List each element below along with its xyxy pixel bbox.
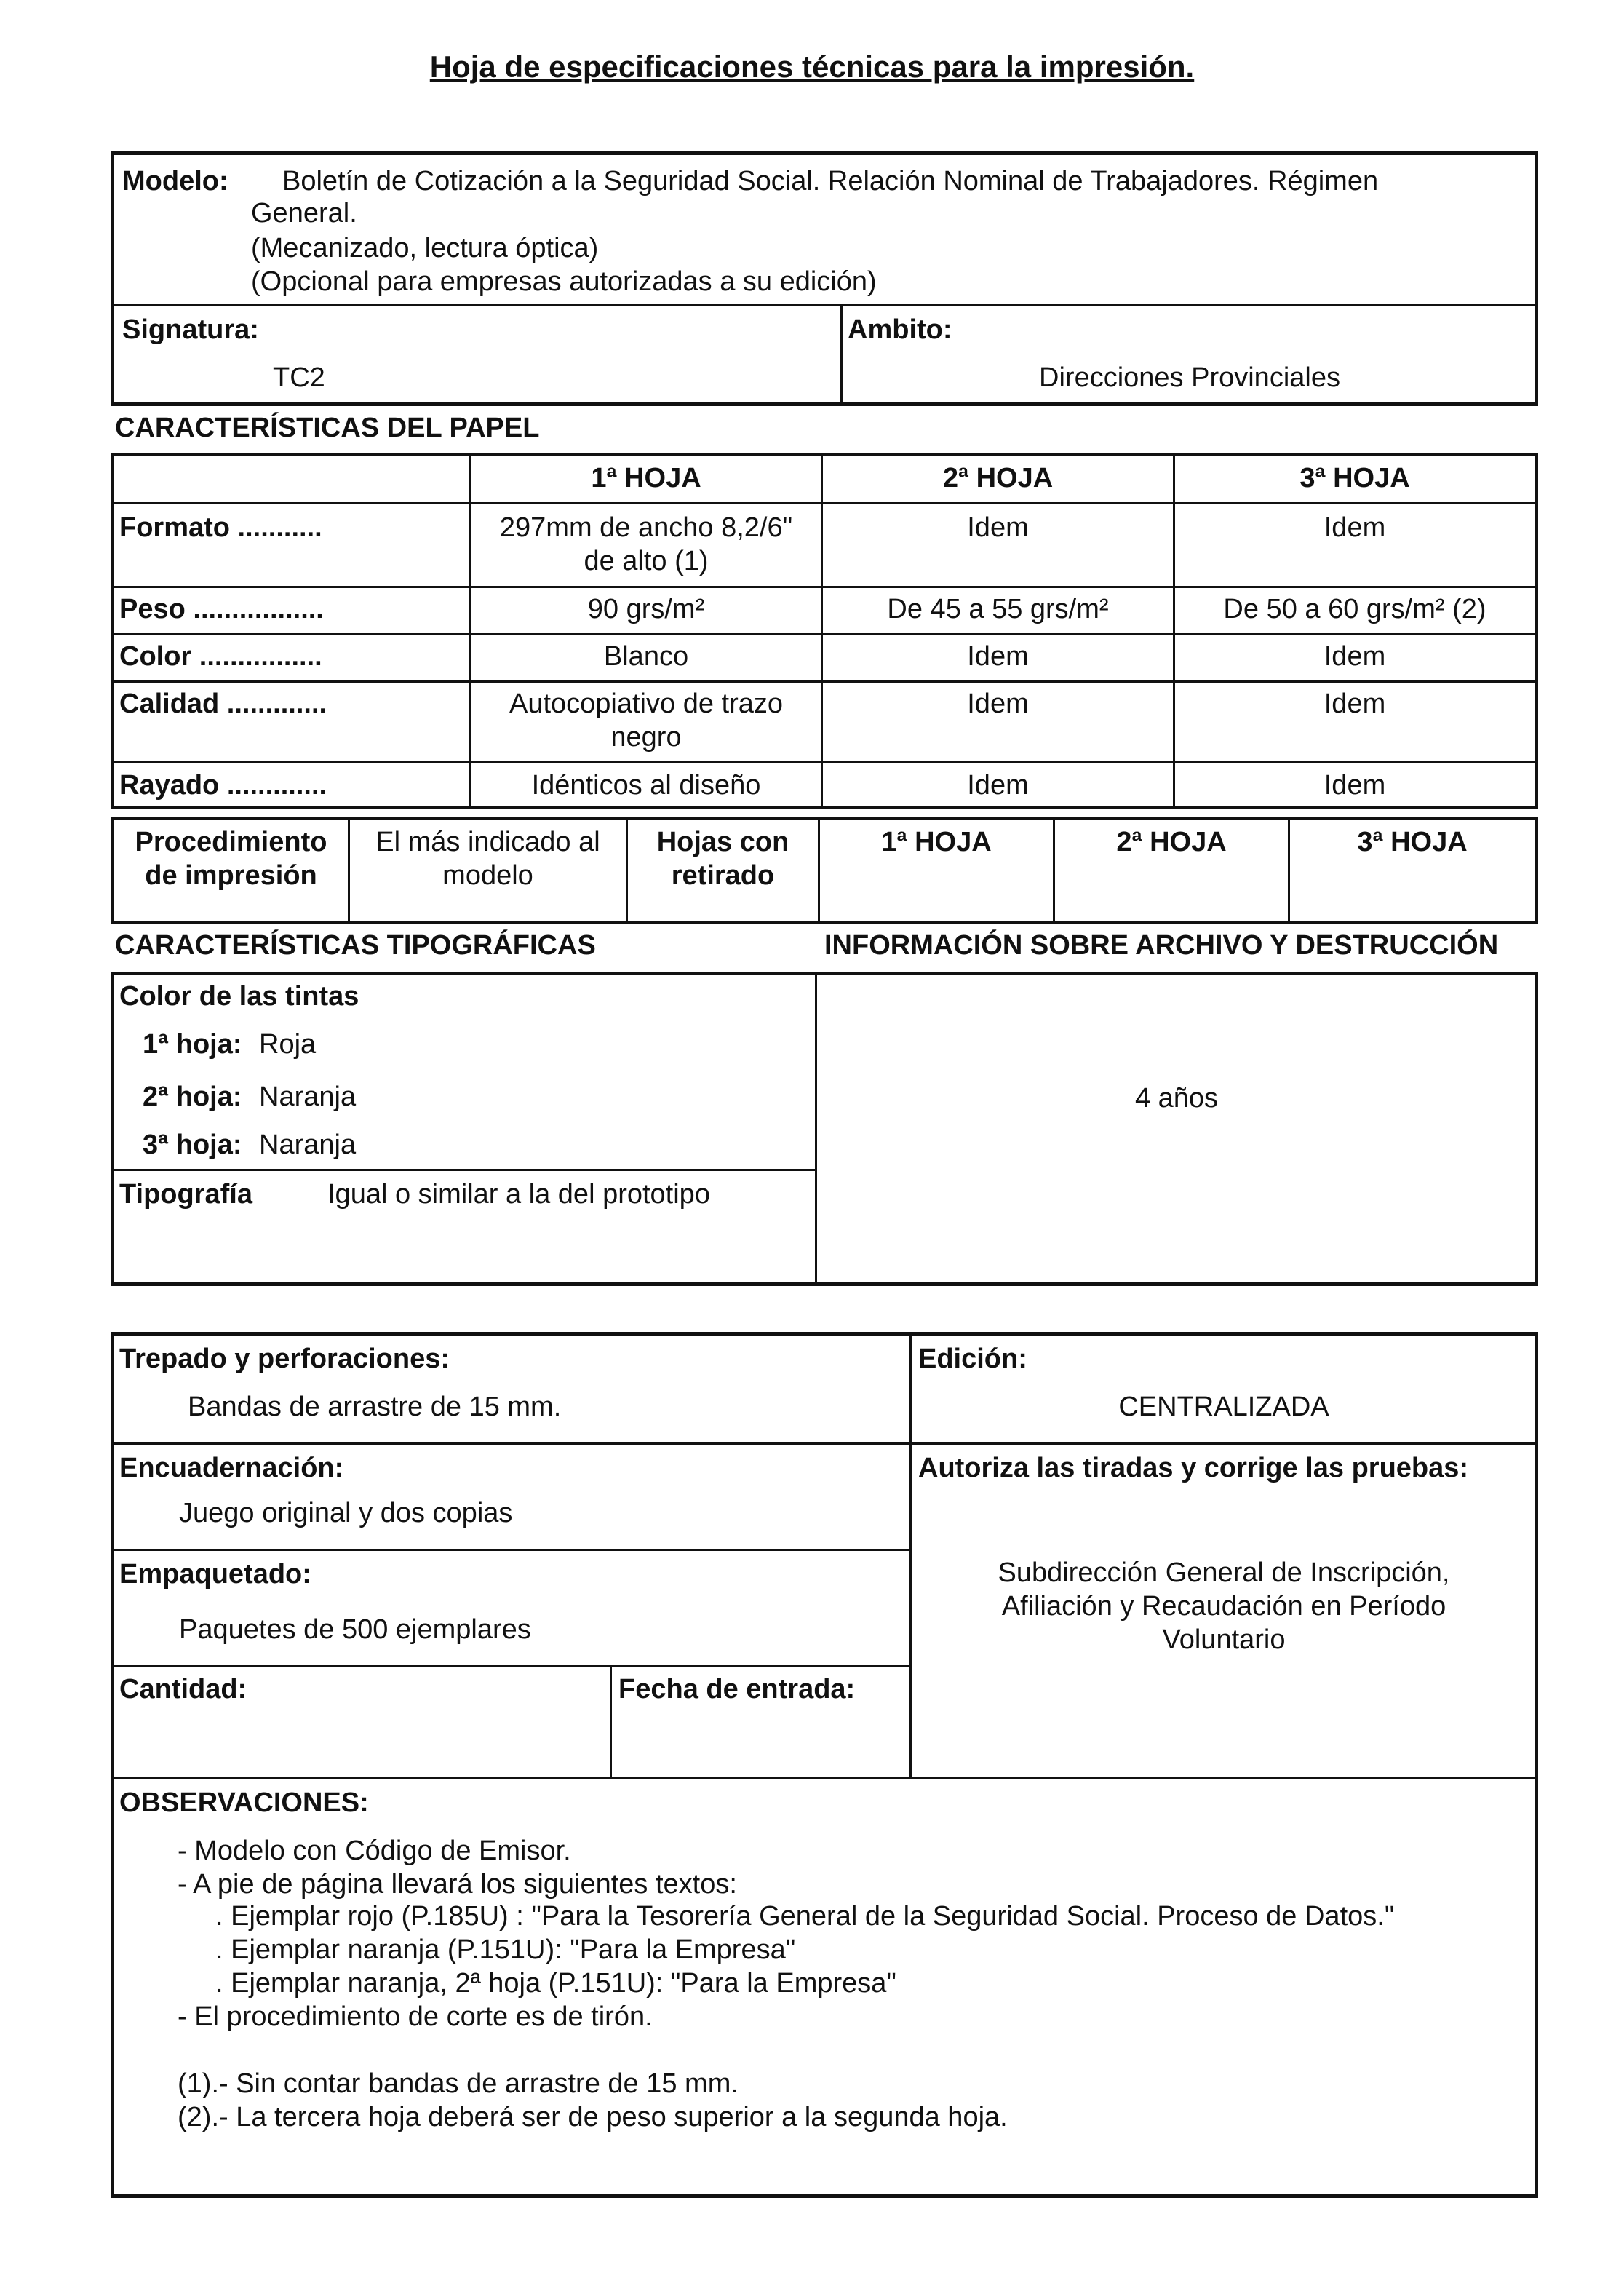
divider <box>111 502 1538 504</box>
procedimiento-value: El más indicado al <box>375 827 600 857</box>
edicion-value: CENTRALIZADA <box>1118 1392 1329 1422</box>
divider <box>111 1549 911 1551</box>
hojas-column: 3ª HOJA <box>1357 827 1468 857</box>
divider <box>610 1665 612 1777</box>
table-cell: Idem <box>967 641 1029 672</box>
table-cell: Idénticos al diseño <box>531 770 761 801</box>
tipografia-value: Igual o similar a la del prototipo <box>327 1179 710 1210</box>
modelo-label: Modelo: <box>122 166 228 197</box>
empaquetado-label: Empaquetado: <box>119 1559 311 1590</box>
hojas-column: 2ª HOJA <box>1116 827 1227 857</box>
tipograficas-heading: CARACTERÍSTICAS TIPOGRÁFICAS <box>115 930 596 961</box>
column-header: 2ª HOJA <box>942 463 1054 493</box>
procedimiento-label: de impresión <box>145 860 317 891</box>
procedimiento-label: Procedimiento <box>135 827 327 857</box>
observacion-line: - A pie de página llevará los siguientes textos: <box>178 1869 737 1900</box>
divider <box>111 1665 911 1667</box>
divider <box>815 972 817 1286</box>
row-label: Rayado ............. <box>119 770 327 801</box>
row-label: Formato ........... <box>119 512 322 543</box>
modelo-line: (Opcional para empresas autorizadas a su edición) <box>251 266 877 297</box>
table-cell: Idem <box>967 688 1029 719</box>
autoriza-label: Autoriza las tiradas y corrige las pruebas: <box>918 1453 1469 1483</box>
divider <box>1173 453 1175 809</box>
observacion-line: . Ejemplar naranja (P.151U): "Para la Empresa" <box>215 1934 796 1965</box>
table-cell: Autocopiativo de trazo <box>509 688 783 719</box>
column-header: 3ª HOJA <box>1299 463 1410 493</box>
modelo-line: General. <box>251 198 357 229</box>
signatura-value: TC2 <box>273 362 325 393</box>
ink-value: Roja <box>259 1029 317 1060</box>
table-cell: Idem <box>1324 770 1386 801</box>
signatura-label: Signatura: <box>122 314 259 345</box>
divider <box>111 1777 1538 1779</box>
ambito-label: Ambito: <box>848 314 952 345</box>
fecha-entrada-label: Fecha de entrada: <box>618 1674 856 1704</box>
table-cell: De 45 a 55 grs/m² <box>887 594 1109 624</box>
ink-label: 3ª hoja: <box>143 1130 242 1160</box>
divider <box>111 761 1538 763</box>
archivo-heading: INFORMACIÓN SOBRE ARCHIVO Y DESTRUCCIÓN <box>824 930 1499 961</box>
modelo-line: (Mecanizado, lectura óptica) <box>251 233 599 263</box>
papel-table <box>111 453 1538 809</box>
divider <box>821 453 823 809</box>
table-cell: Idem <box>967 770 1029 801</box>
table-cell: 90 grs/m² <box>587 594 705 624</box>
divider <box>111 680 1538 683</box>
table-cell: Idem <box>967 512 1029 543</box>
observacion-line: - Modelo con Código de Emisor. <box>178 1836 571 1866</box>
edicion-label: Edición: <box>918 1344 1027 1374</box>
autoriza-line: Afiliación y Recaudación en Período <box>1001 1591 1446 1622</box>
observacion-line: - El procedimiento de corte es de tirón. <box>178 2001 653 2032</box>
table-cell: Idem <box>1324 512 1386 543</box>
page-title: Hoja de especificaciones técnicas para la impresión. <box>429 49 1195 84</box>
divider <box>111 633 1538 635</box>
divider <box>469 453 471 809</box>
observacion-line: . Ejemplar naranja, 2ª hoja (P.151U): "Para la Empresa" <box>215 1968 896 1999</box>
ambito-value: Direcciones Provinciales <box>1039 362 1340 393</box>
divider <box>111 1169 816 1171</box>
row-label: Color ................ <box>119 641 322 672</box>
trepado-label: Trepado y perforaciones: <box>119 1344 450 1374</box>
divider <box>111 1442 1538 1445</box>
hojas-label: retirado <box>671 860 775 891</box>
observacion-note: (1).- Sin contar bandas de arrastre de 15 mm. <box>178 2068 739 2099</box>
table-cell: negro <box>610 722 682 753</box>
color-tintas-label: Color de las tintas <box>119 981 359 1012</box>
divider <box>111 586 1538 588</box>
table-cell: Blanco <box>603 641 689 672</box>
archivo-value: 4 años <box>1134 1083 1219 1114</box>
hojas-label: Hojas con <box>656 827 789 857</box>
encuadernacion-value: Juego original y dos copias <box>179 1498 513 1528</box>
divider <box>840 304 843 406</box>
modelo-line: Boletín de Cotización a la Seguridad Social. Relación Nominal de Trabajadores. Régimen <box>282 166 1379 197</box>
ink-label: 1ª hoja: <box>143 1029 242 1060</box>
table-cell: Idem <box>1324 641 1386 672</box>
column-header: 1ª HOJA <box>591 463 701 493</box>
empaquetado-value: Paquetes de 500 ejemplares <box>179 1614 531 1645</box>
table-cell: Idem <box>1324 688 1386 719</box>
row-label: Calidad ............. <box>119 688 327 719</box>
table-cell: de alto (1) <box>584 546 709 576</box>
ink-value: Naranja <box>259 1130 357 1160</box>
row-label: Peso ................. <box>119 594 324 624</box>
ink-value: Naranja <box>259 1082 357 1112</box>
observaciones-label: OBSERVACIONES: <box>119 1787 369 1818</box>
tipografia-label: Tipografía <box>119 1179 252 1210</box>
divider <box>111 304 1538 306</box>
hojas-column: 1ª HOJA <box>881 827 992 857</box>
ink-label: 2ª hoja: <box>143 1082 242 1112</box>
encuadernacion-label: Encuadernación: <box>119 1453 344 1483</box>
papel-heading: CARACTERÍSTICAS DEL PAPEL <box>115 413 540 443</box>
cantidad-label: Cantidad: <box>119 1674 247 1704</box>
observacion-line: . Ejemplar rojo (P.185U) : "Para la Tesorería General de la Seguridad Social. Proceso de Datos." <box>215 1901 1395 1932</box>
autoriza-line: Subdirección General de Inscripción, <box>998 1557 1450 1588</box>
table-cell: De 50 a 60 grs/m² (2) <box>1223 594 1486 624</box>
trepado-value: Bandas de arrastre de 15 mm. <box>188 1392 562 1422</box>
observacion-note: (2).- La tercera hoja deberá ser de peso superior a la segunda hoja. <box>178 2102 1008 2132</box>
divider <box>909 1332 912 1777</box>
autoriza-line: Voluntario <box>1162 1624 1286 1655</box>
table-cell: 297mm de ancho 8,2/6" <box>499 512 793 543</box>
procedimiento-value: modelo <box>442 860 533 891</box>
